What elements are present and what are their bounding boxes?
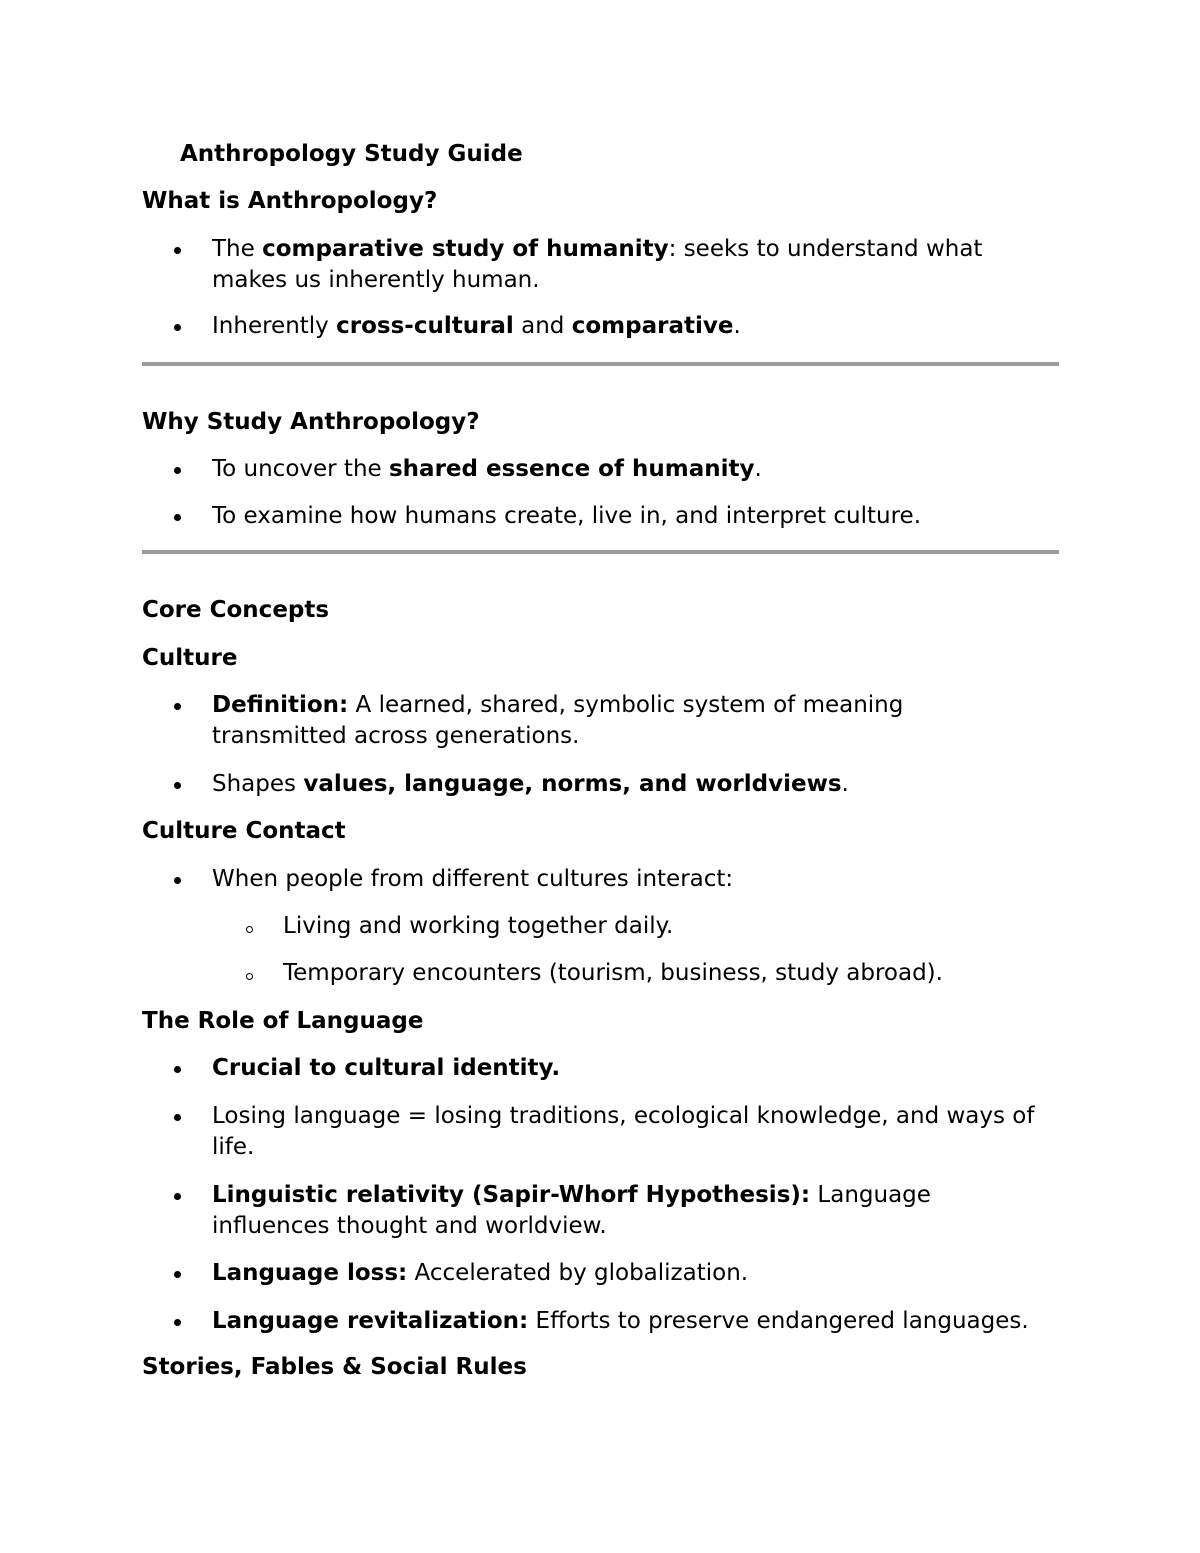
list-item bbox=[212, 1053, 1062, 1084]
list-item bbox=[212, 769, 1062, 800]
list-item bbox=[212, 234, 1062, 296]
text: Shapes bbox=[212, 771, 304, 797]
text: A learned, shared, symbolic system of meaning bbox=[348, 692, 904, 718]
list-item bbox=[212, 1306, 1062, 1337]
bold-text: comparative bbox=[571, 313, 734, 339]
horizontal-rule bbox=[142, 362, 1059, 366]
bold-text: comparative study of humanity bbox=[262, 236, 669, 262]
bold-text: values, language, norms, and worldviews bbox=[303, 771, 842, 797]
horizontal-rule bbox=[142, 550, 1059, 554]
list-item bbox=[212, 1101, 1062, 1163]
heading-what-is-anthropology: What is Anthropology? bbox=[142, 188, 438, 214]
list-item: To examine how humans create, live in, and interpret culture. bbox=[212, 503, 922, 529]
text: The bbox=[212, 236, 263, 262]
text: Inherently bbox=[212, 313, 337, 339]
heading-role-of-language: The Role of Language bbox=[142, 1008, 424, 1034]
list-item bbox=[212, 690, 1062, 752]
text: transmitted across generations. bbox=[212, 723, 580, 749]
text: makes us inherently human. bbox=[212, 267, 540, 293]
text: . bbox=[754, 456, 762, 482]
text: : seeks to understand what bbox=[668, 236, 983, 262]
bold-text: Crucial to cultural identity. bbox=[212, 1055, 561, 1081]
bold-text: shared essence of humanity bbox=[388, 456, 755, 482]
text: To uncover the bbox=[212, 456, 389, 482]
heading-why-study-anthropology: Why Study Anthropology? bbox=[142, 409, 480, 435]
text: influences thought and worldview. bbox=[212, 1213, 607, 1239]
list-item bbox=[212, 1180, 1062, 1242]
text: . bbox=[841, 771, 849, 797]
text: Accelerated by globalization. bbox=[407, 1260, 749, 1286]
heading-stories-fables: Stories, Fables & Social Rules bbox=[142, 1354, 527, 1380]
sub-list-item: Living and working together daily. bbox=[283, 913, 674, 939]
sub-list-item: Temporary encounters (tourism, business, study abroad). bbox=[283, 960, 943, 986]
bold-text: Linguistic relativity (Sapir-Whorf Hypothesis): bbox=[212, 1182, 811, 1208]
text: Efforts to preserve endangered languages. bbox=[528, 1308, 1029, 1334]
text: Losing language = losing traditions, ecological knowledge, and ways of bbox=[212, 1103, 1035, 1129]
bold-text: Definition: bbox=[212, 692, 349, 718]
document-title: Anthropology Study Guide bbox=[180, 141, 523, 167]
text: Language bbox=[810, 1182, 931, 1208]
list-item bbox=[212, 311, 1062, 342]
heading-core-concepts: Core Concepts bbox=[142, 597, 330, 623]
text: and bbox=[513, 313, 572, 339]
list-item bbox=[212, 1258, 1062, 1289]
bold-text: cross-cultural bbox=[336, 313, 514, 339]
text: . bbox=[733, 313, 741, 339]
list-item: When people from different cultures interact: bbox=[212, 866, 734, 892]
bold-text: Language loss: bbox=[212, 1260, 408, 1286]
list-item bbox=[212, 454, 1062, 485]
bold-text: Language revitalization: bbox=[212, 1308, 529, 1334]
heading-culture: Culture bbox=[142, 645, 238, 671]
heading-culture-contact: Culture Contact bbox=[142, 818, 346, 844]
text: life. bbox=[212, 1134, 255, 1160]
